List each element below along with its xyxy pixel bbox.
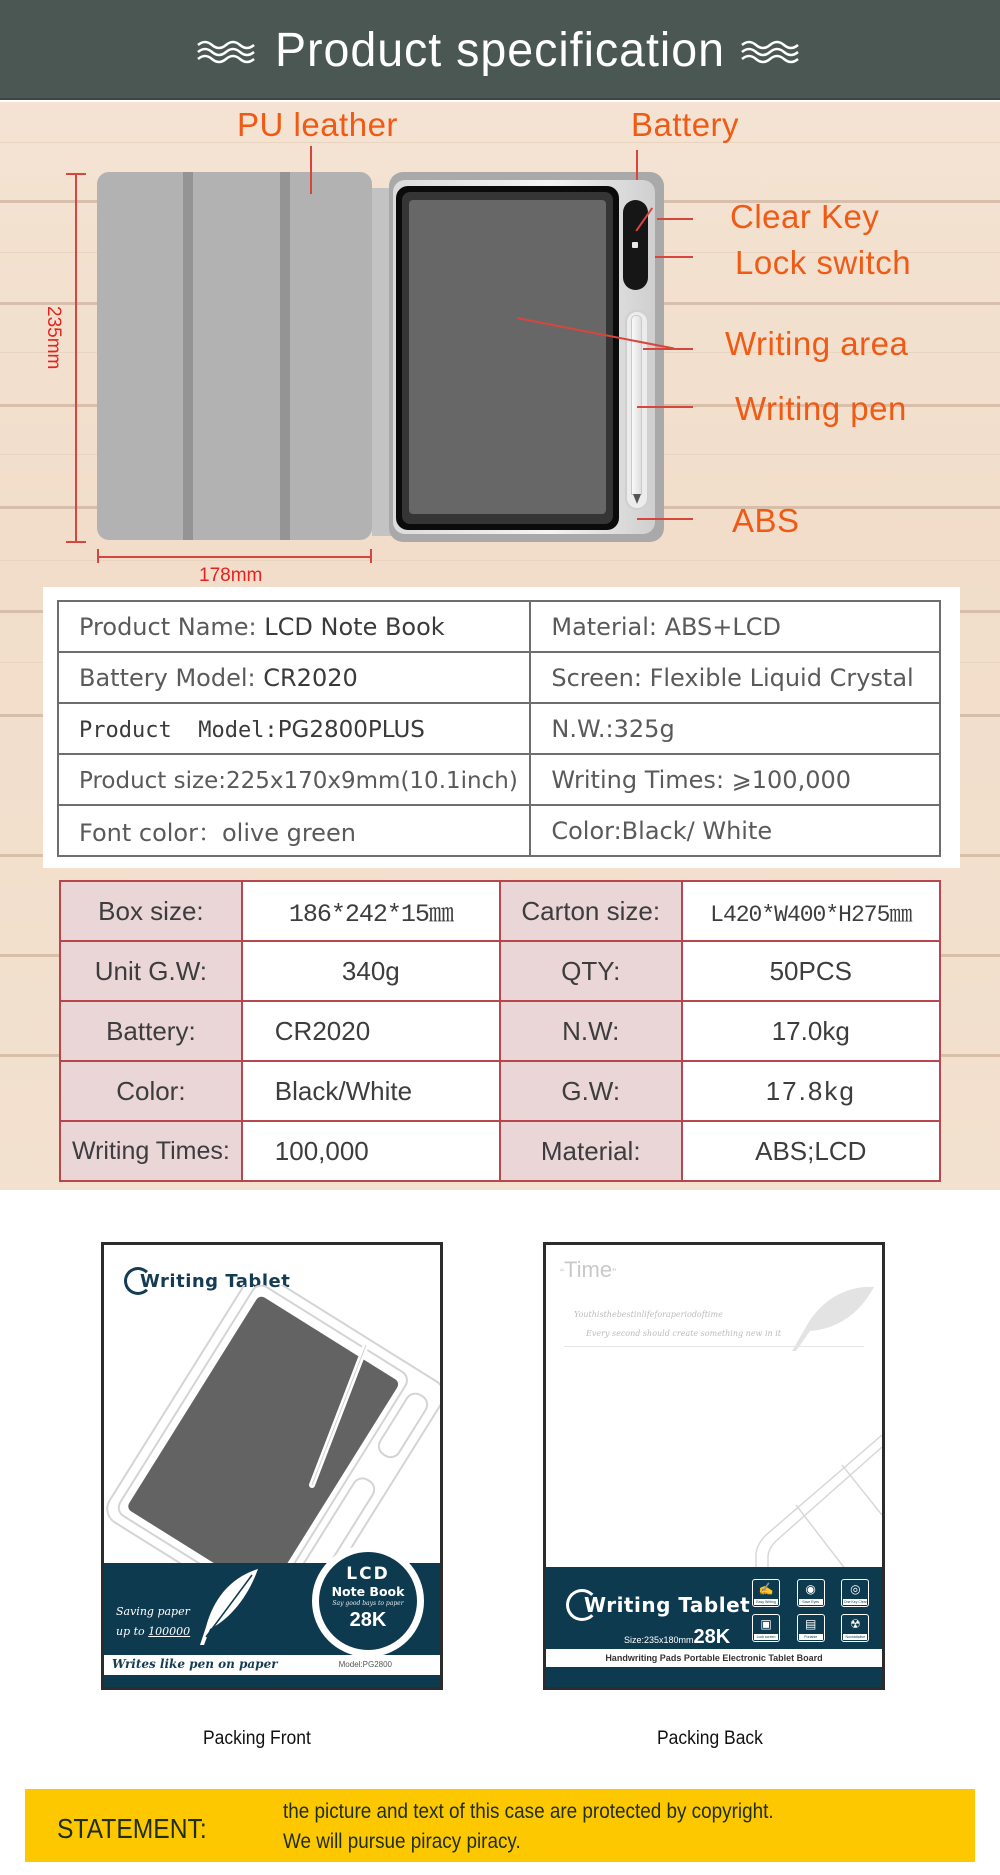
table-row: Product Model:PG2800PLUS N.W.:325g — [58, 703, 940, 754]
label-pu-leather: PU leather — [237, 106, 398, 143]
table-row: Color: Black/White G.W: 17.8kg — [60, 1061, 940, 1121]
packing-front-caption: Packing Front — [203, 1728, 311, 1749]
table-row: Box size: 186*242*15㎜ Carton size: L420*W400*H275㎜ — [60, 881, 940, 941]
pu-leather-pointer — [310, 146, 312, 194]
width-dimension-label: 178mm — [199, 565, 263, 586]
feature-icons — [752, 1579, 876, 1645]
clear-key-pointer — [657, 218, 693, 220]
table-row: Battery Model: CR2020 Screen: Flexible Liquid Crystal — [58, 652, 940, 703]
writing-pen-pointer — [637, 406, 693, 408]
saving-paper-text: Saving paper up to 100000 — [116, 1605, 191, 1638]
stylus-tip — [633, 494, 641, 504]
tablet-outline-illustration — [746, 1435, 882, 1570]
feather-icon — [786, 1283, 876, 1353]
page-header — [0, 0, 1000, 100]
table-row: Product Name: LCD Note Book Material: ABS+LCD — [58, 601, 940, 652]
lock-switch-pointer — [655, 256, 693, 258]
packing-back-image — [543, 1242, 885, 1690]
packing-back-caption: Packing Back — [657, 1728, 763, 1749]
script-text: Youthisthebestinlifeforaperiodoftime Every second should create something new in it — [574, 1310, 781, 1338]
tablet-outline-illustration — [104, 1285, 440, 1575]
pen-writing-icon: ✍ Easy Writing — [752, 1579, 780, 1607]
clear-key-button — [632, 242, 638, 248]
writing-tablet-logo: Writing Tablet — [124, 1267, 290, 1295]
width-dimension-line — [97, 556, 371, 558]
abs-pointer — [637, 518, 693, 520]
radiation-icon: ☢ Nonradiative — [841, 1614, 869, 1642]
table-row: Product size:225x170x9mm(10.1inch) Writing Times: ⩾100,000 — [58, 754, 940, 805]
lcd-notebook-badge: LCD Note Book Say good bays to paper 28K — [312, 1545, 424, 1657]
feather-icon — [192, 1567, 262, 1647]
wave-icon — [740, 39, 804, 65]
label-writing-area: Writing area — [725, 325, 909, 362]
copyright-statement — [25, 1789, 975, 1862]
writing-area-screen — [409, 200, 606, 514]
label-clear-key: Clear Key — [730, 198, 880, 235]
page-title: Product specification — [275, 23, 725, 77]
pu-leather-cover — [97, 172, 372, 540]
front-slogan-strip: Writes like pen on paper Model:PG2800 — [104, 1655, 440, 1675]
lock-icon: ▣ Lock screen — [752, 1614, 780, 1642]
table-row: Unit G.W: 340g QTY: 50PCS — [60, 941, 940, 1001]
wave-icon — [196, 39, 260, 65]
spec-table — [57, 600, 941, 857]
back-tagline-strip: Handwriting Pads Portable Electronic Tablet Board — [546, 1649, 882, 1667]
table-row: Writing Times: 100,000 Material: ABS;LCD — [60, 1121, 940, 1181]
height-dimension-label: 235mm — [43, 306, 64, 370]
packing-table — [59, 880, 941, 1182]
one-key-clear-icon: ◎ One Key Clear — [841, 1579, 869, 1607]
packing-front-image — [101, 1242, 443, 1690]
time-quote: “Time” — [560, 1257, 617, 1282]
statement-label: STATEMENT: — [57, 1813, 207, 1844]
label-abs: ABS — [732, 502, 800, 539]
size-text: Size:235x180mm28K — [624, 1626, 731, 1648]
table-row: Font color：olive green Color:Black/ White — [58, 805, 940, 856]
label-lock-switch: Lock switch — [735, 244, 912, 281]
statement-text: the picture and text of this case are protected by copyright. We will pursue piracy piracy. — [283, 1800, 774, 1853]
eye-icon: ◉ Save Eyes — [797, 1579, 825, 1607]
briefcase-icon: ▤ Portable — [797, 1614, 825, 1642]
battery-pointer — [636, 150, 638, 180]
height-dimension-line — [75, 173, 77, 541]
writing-tablet-logo: Writing Tablet — [566, 1589, 750, 1621]
label-battery: Battery — [631, 106, 740, 143]
label-writing-pen: Writing pen — [735, 390, 907, 427]
table-row: Battery: CR2020 N.W: 17.0kg — [60, 1001, 940, 1061]
